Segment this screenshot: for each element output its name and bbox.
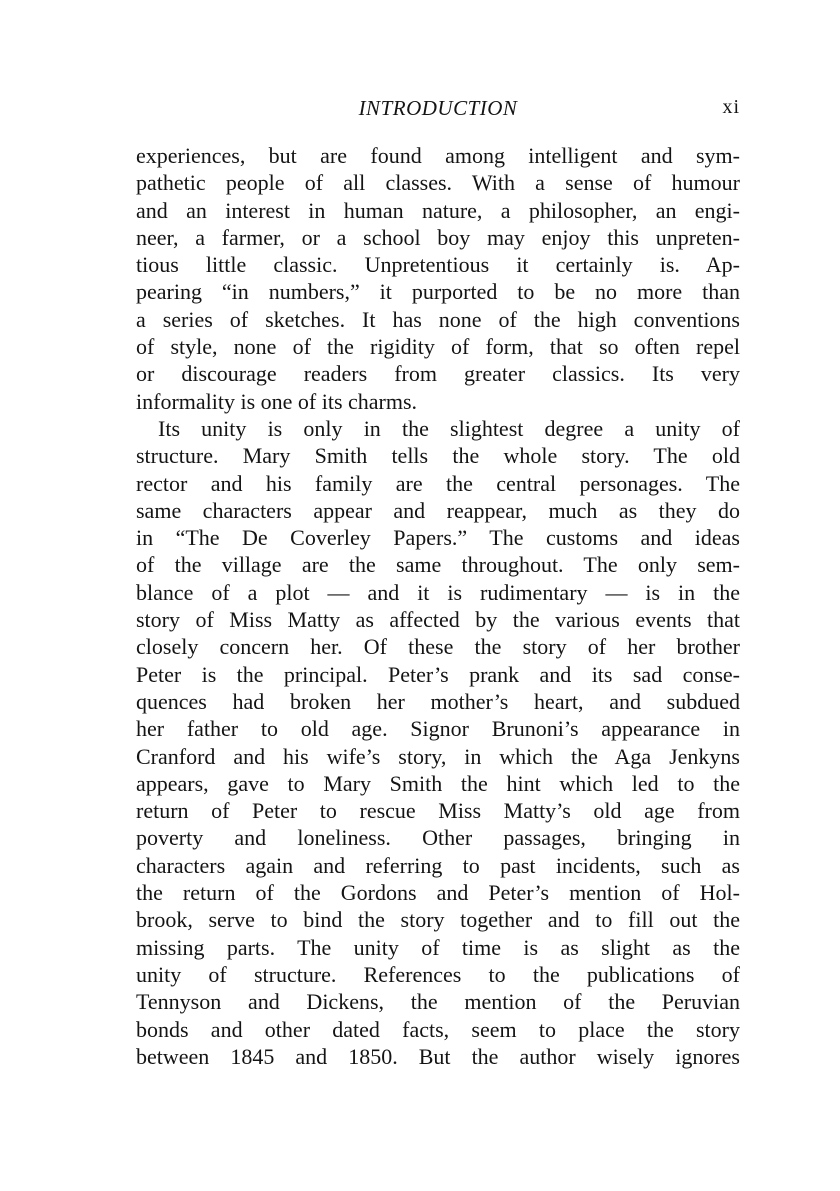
text-line: blance of a plot — and it is rudimentary — is in the (136, 579, 740, 605)
text-line: pathetic people of all classes. With a sense of humour (136, 170, 740, 196)
text-line: rector and his family are the central personages. The (136, 470, 740, 496)
text-line: Tennyson and Dickens, the mention of the Peruvian (136, 989, 740, 1015)
text-line: her father to old age. Signor Brunoni’s appearance in (136, 716, 740, 742)
text-line: structure. Mary Smith tells the whole story. The old (136, 443, 740, 469)
body-text (136, 142, 740, 1070)
text-line: the return of the Gordons and Peter’s mention of Hol- (136, 880, 740, 906)
text-line: story of Miss Matty as affected by the various events that (136, 607, 740, 633)
running-title: INTRODUCTION (358, 96, 518, 120)
text-line: Cranford and his wife’s story, in which the Aga Jenkyns (136, 743, 740, 769)
text-line: of the village are the same throughout. The only sem- (136, 552, 740, 578)
text-line: return of Peter to rescue Miss Matty’s old age from (136, 798, 740, 824)
text-line: of style, none of the rigidity of form, that so often repel (136, 334, 740, 360)
text-line: Peter is the principal. Peter’s prank and its sad conse- (136, 661, 740, 687)
text-line: or discourage readers from greater classics. Its very (136, 361, 740, 387)
text-line: quences had broken her mother’s heart, and subdued (136, 688, 740, 714)
text-line: missing parts. The unity of time is as slight as the (136, 934, 740, 960)
text-line: a series of sketches. It has none of the high conventions (136, 306, 740, 332)
paragraph (136, 142, 740, 415)
text-line: tious little classic. Unpretentious it certainly is. Ap- (136, 252, 740, 278)
text-line: neer, a farmer, or a school boy may enjoy this unpreten- (136, 224, 740, 250)
text-line: appears, gave to Mary Smith the hint which led to the (136, 770, 740, 796)
text-line: experiences, but are found among intelligent and sym- (136, 143, 740, 168)
text-line: pearing “in numbers,” it purported to be no more than (136, 279, 740, 305)
text-line: characters again and referring to past incidents, such as (136, 852, 740, 878)
page-number: xi (722, 96, 740, 118)
text-line: closely concern her. Of these the story of her brother (136, 634, 740, 660)
text-line: and an interest in human nature, a philosopher, an engi- (136, 197, 740, 223)
text-line: Its unity is only in the slightest degree a unity of (158, 415, 740, 441)
text-line: in “The De Coverley Papers.” The customs and ideas (136, 525, 740, 551)
text-line: brook, serve to bind the story together and to fill out the (136, 907, 740, 933)
paragraph (136, 415, 740, 1070)
text-line: unity of structure. References to the publications of (136, 961, 740, 987)
running-head (136, 96, 740, 126)
text-line: informality is one of its charms. (136, 388, 418, 414)
text-line: poverty and loneliness. Other passages, bringing in (136, 825, 740, 851)
text-line: between 1845 and 1850. But the author wisely ignores (136, 1043, 740, 1069)
text-line: same characters appear and reappear, much as they do (136, 497, 740, 523)
text-line: bonds and other dated facts, seem to place the story (136, 1016, 740, 1042)
